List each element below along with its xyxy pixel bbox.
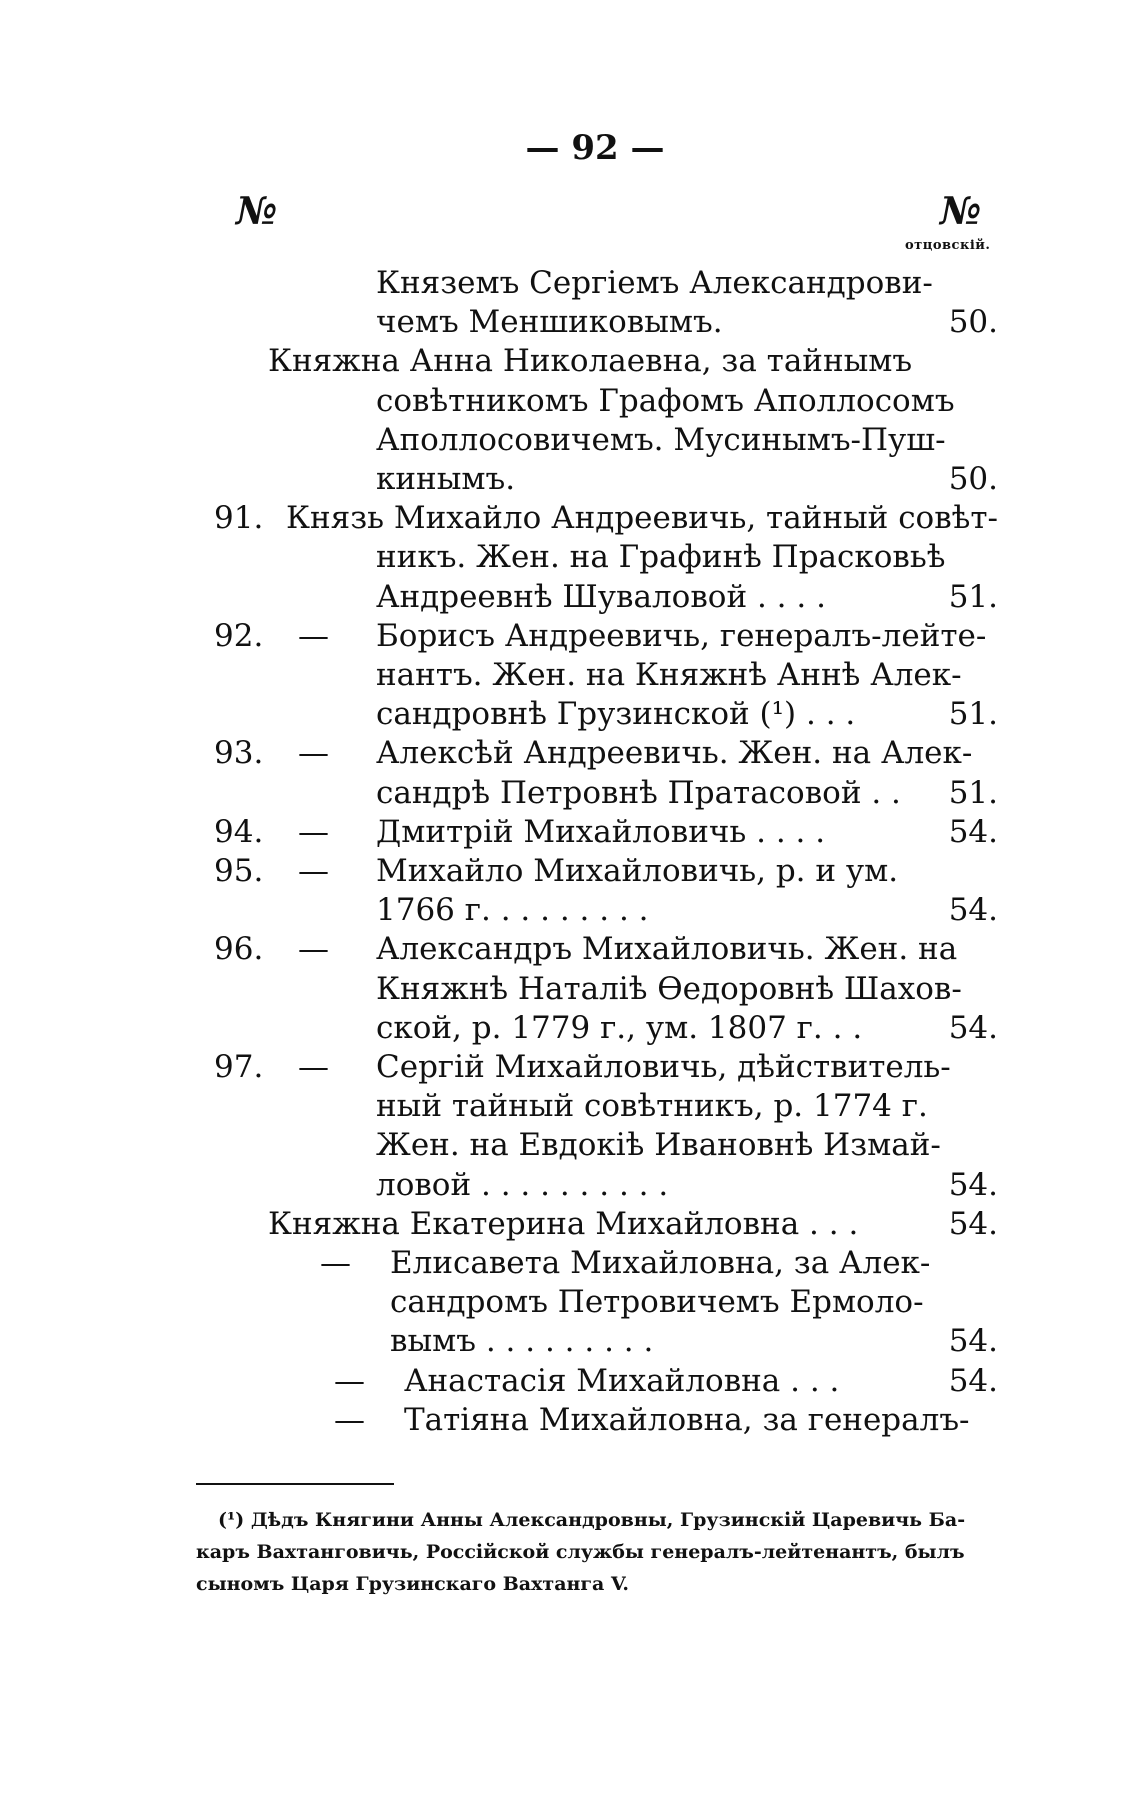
entry-ditto-dash: — (320, 1245, 351, 1281)
entry-line (0, 928, 1140, 970)
entry-text: Дмитрій Михайловичь . . . . (376, 813, 826, 850)
entry-text: Андреевнѣ Шуваловой . . . . (376, 578, 826, 615)
entry-text: Княжна Анна Николаевна, за тайнымъ (268, 343, 913, 380)
entry-line (0, 811, 1140, 853)
entry-text: совѣтникомъ Графомъ Аполлосомъ (376, 382, 955, 419)
footnote-line: сыномъ Царя Грузинскаго Вахтанга V. (196, 1573, 630, 1595)
entry-text: Княземъ Сергіемъ Александрови- (376, 265, 933, 301)
entry-text: Александръ Михайловичь. Жен. на (376, 931, 958, 968)
entry-father-ref: 51. (948, 774, 998, 811)
entry-number: 91. (214, 500, 264, 537)
entry-line (0, 772, 1140, 814)
footnote (196, 1504, 1002, 1600)
entry-text: Татіяна Михайловна, за генералъ- (404, 1401, 970, 1438)
entry-line (0, 262, 1140, 304)
entry-father-ref: 54. (948, 1323, 998, 1360)
entry-line (0, 1164, 1140, 1206)
entry-line (0, 576, 1140, 618)
entry-ditto-dash: — (298, 735, 329, 772)
entry-text: ный тайный совѣтникъ, р. 1774 г. (376, 1088, 928, 1125)
entry-father-ref: 51. (948, 696, 998, 733)
entry-line (0, 732, 1140, 774)
entry-line (0, 1007, 1140, 1049)
entry-number: 96. (214, 931, 264, 968)
column-header-number: № (236, 188, 278, 233)
entry-father-ref: 54. (948, 1205, 998, 1242)
entry-text: сандрѣ Петровнѣ Пратасовой . . (376, 774, 901, 811)
entry-text: нантъ. Жен. на Княжнѣ Аннѣ Алек- (376, 657, 962, 693)
column-header-father-label: отцовскій. (905, 238, 991, 253)
footnote-line: (¹) Дѣдъ Княгини Анны Александровны, Грузинскій Царевичь Ба- (218, 1509, 966, 1531)
entry-line (0, 850, 1140, 892)
entry-line (0, 1242, 1140, 1284)
entry-line (0, 1320, 1140, 1362)
entry-ditto-dash: — (298, 1049, 329, 1085)
entry-text: сандровнѣ Грузинской (¹) . . . (376, 696, 856, 733)
entry-text: Княжна Екатерина Михайловна . . . (268, 1205, 859, 1242)
column-header-father-number: № (940, 188, 982, 233)
entry-line (0, 1399, 1140, 1441)
entry-text: 1766 г. . . . . . . . . (376, 892, 649, 929)
entry-text: Алексѣй Андреевичь. Жен. на Алек- (376, 735, 973, 772)
entry-ditto-dash: — (298, 617, 329, 654)
entry-ditto-dash: — (298, 813, 329, 850)
entry-number: 94. (214, 813, 264, 850)
entry-line (0, 380, 1140, 422)
footnote-rule (196, 1483, 394, 1485)
entry-text: Жен. на Евдокіѣ Ивановнѣ Измай- (376, 1127, 941, 1164)
entry-line (0, 1046, 1140, 1088)
entry-line (0, 340, 1140, 382)
entry-line (0, 1203, 1140, 1245)
entry-text: Борисъ Андреевичь, генералъ-лейте- (376, 617, 987, 654)
entry-line (0, 615, 1140, 657)
entry-number: 92. (214, 617, 264, 654)
entry-text: вымъ . . . . . . . . . (390, 1323, 654, 1360)
entry-line (0, 301, 1140, 343)
entry-text: Княжнѣ Наталіѣ Ѳедоровнѣ Шахов- (376, 970, 962, 1007)
entry-text: сандромъ Петровичемъ Ермоло- (390, 1284, 924, 1321)
entry-line (0, 458, 1140, 500)
entry-line (0, 1085, 1140, 1127)
entry-text: чемъ Меншиковымъ. (376, 304, 723, 341)
entry-number: 97. (214, 1049, 264, 1085)
entry-line (0, 654, 1140, 696)
entry-father-ref: 54. (948, 1166, 998, 1203)
entry-number: 93. (214, 735, 264, 772)
entry-father-ref: 54. (948, 813, 998, 850)
entry-text: Князь Михайло Андреевичь, тайный совѣт- (286, 500, 998, 537)
entry-text: Михайло Михайловичь, р. и ум. (376, 853, 899, 889)
entry-line (0, 693, 1140, 735)
entry-ditto-dash: — (298, 853, 329, 889)
footnote-line: каръ Вахтанговичь, Россійской службы генералъ-лейтенантъ, былъ (196, 1541, 965, 1563)
entry-text: Елисавета Михайловна, за Алек- (390, 1245, 931, 1281)
entry-number: 95. (214, 853, 264, 889)
entry-text: Сергій Михайловичь, дѣйствитель- (376, 1049, 951, 1085)
entry-text: никъ. Жен. на Графинѣ Прасковьѣ (376, 539, 946, 576)
entry-line (0, 1360, 1140, 1402)
entry-line (0, 497, 1140, 539)
entry-line (0, 889, 1140, 931)
entry-text: кинымъ. (376, 461, 516, 497)
entry-line (0, 536, 1140, 578)
entry-line (0, 419, 1140, 461)
entry-line (0, 968, 1140, 1010)
entry-father-ref: 54. (948, 1009, 998, 1046)
entry-text: Аполлосовичемъ. Мусинымъ-Пуш- (376, 421, 946, 458)
entry-father-ref: 54. (948, 892, 998, 929)
entry-text: ловой . . . . . . . . . . (376, 1166, 669, 1203)
entry-ditto-dash: — (334, 1401, 365, 1438)
entry-ditto-dash: — (334, 1362, 365, 1399)
entry-father-ref: 50. (948, 461, 998, 497)
entry-father-ref: 50. (948, 304, 998, 341)
page-number: — 92 — (525, 128, 665, 168)
entry-father-ref: 54. (948, 1362, 998, 1399)
entry-father-ref: 51. (948, 578, 998, 615)
entry-text: Анастасія Михайловна . . . (404, 1362, 840, 1399)
entry-ditto-dash: — (298, 931, 329, 968)
entry-line (0, 1281, 1140, 1323)
entry-text: ской, р. 1779 г., ум. 1807 г. . . (376, 1009, 863, 1046)
entry-line (0, 1124, 1140, 1166)
